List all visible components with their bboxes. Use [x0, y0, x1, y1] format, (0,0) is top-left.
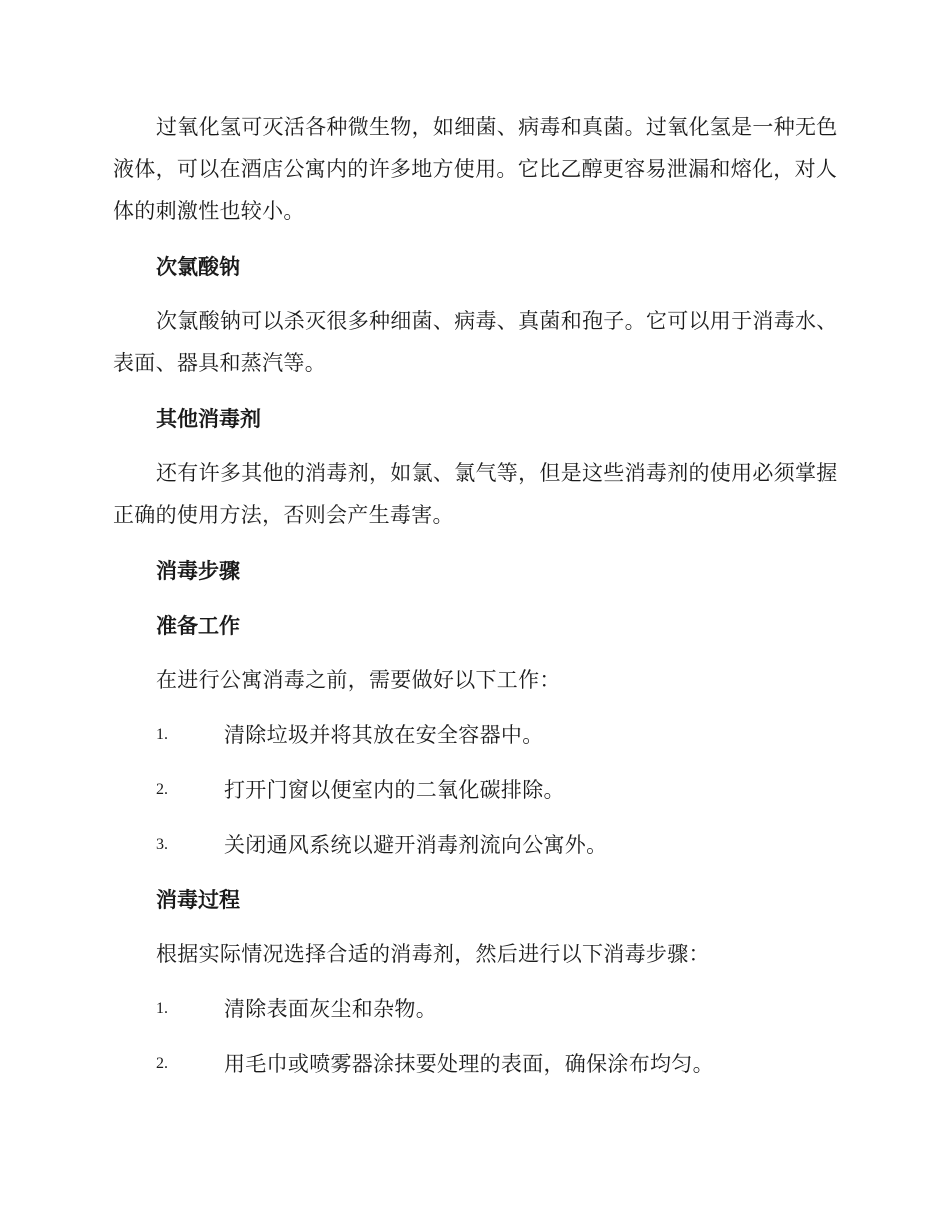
list-number: 3. [156, 836, 168, 853]
list-text: 清除表面灰尘和杂物。 [224, 997, 437, 1021]
heading-preparation: 准备工作 [156, 614, 240, 638]
process-intro: 根据实际情况选择合适的消毒剂，然后进行以下消毒步骤： [156, 942, 710, 966]
list-number: 2. [156, 781, 168, 798]
list-text: 打开门窗以便室内的二氧化碳排除。 [224, 778, 565, 802]
list-item [156, 994, 836, 1024]
list-text: 关闭通风系统以避开消毒剂流向公寓外。 [224, 833, 608, 857]
heading-other-disinfectants: 其他消毒剂 [156, 407, 261, 431]
list-item [156, 775, 836, 805]
list-item [156, 1049, 836, 1079]
preparation-intro: 在进行公寓消毒之前，需要做好以下工作： [156, 668, 561, 692]
list-text: 用毛巾或喷雾器涂抹要处理的表面，确保涂布均匀。 [224, 1052, 714, 1076]
paragraph-other-disinfectants: 还有许多其他的消毒剂，如氯、氯气等，但是这些消毒剂的使用必须掌握正确的使用方法，否则会产生毒害。 [113, 461, 838, 527]
list-number: 1. [156, 1000, 168, 1017]
list-item [156, 830, 836, 860]
list-number: 2. [156, 1055, 168, 1072]
paragraph-sodium-hypochlorite: 次氯酸钠可以杀灭很多种细菌、病毒、真菌和孢子。它可以用于消毒水、表面、器具和蒸汽等。 [113, 309, 838, 375]
heading-disinfection-steps: 消毒步骤 [156, 559, 240, 583]
heading-disinfection-process: 消毒过程 [156, 888, 240, 912]
list-number: 1. [156, 726, 168, 743]
list-text: 清除垃圾并将其放在安全容器中。 [224, 723, 544, 747]
heading-sodium-hypochlorite: 次氯酸钠 [156, 255, 240, 279]
list-item [156, 720, 836, 750]
paragraph-hydrogen-peroxide: 过氧化氢可灭活各种微生物，如细菌、病毒和真菌。过氧化氢是一种无色液体，可以在酒店公寓内的许多地方使用。它比乙醇更容易泄漏和熔化，对人体的刺激性也较小。 [113, 115, 838, 223]
